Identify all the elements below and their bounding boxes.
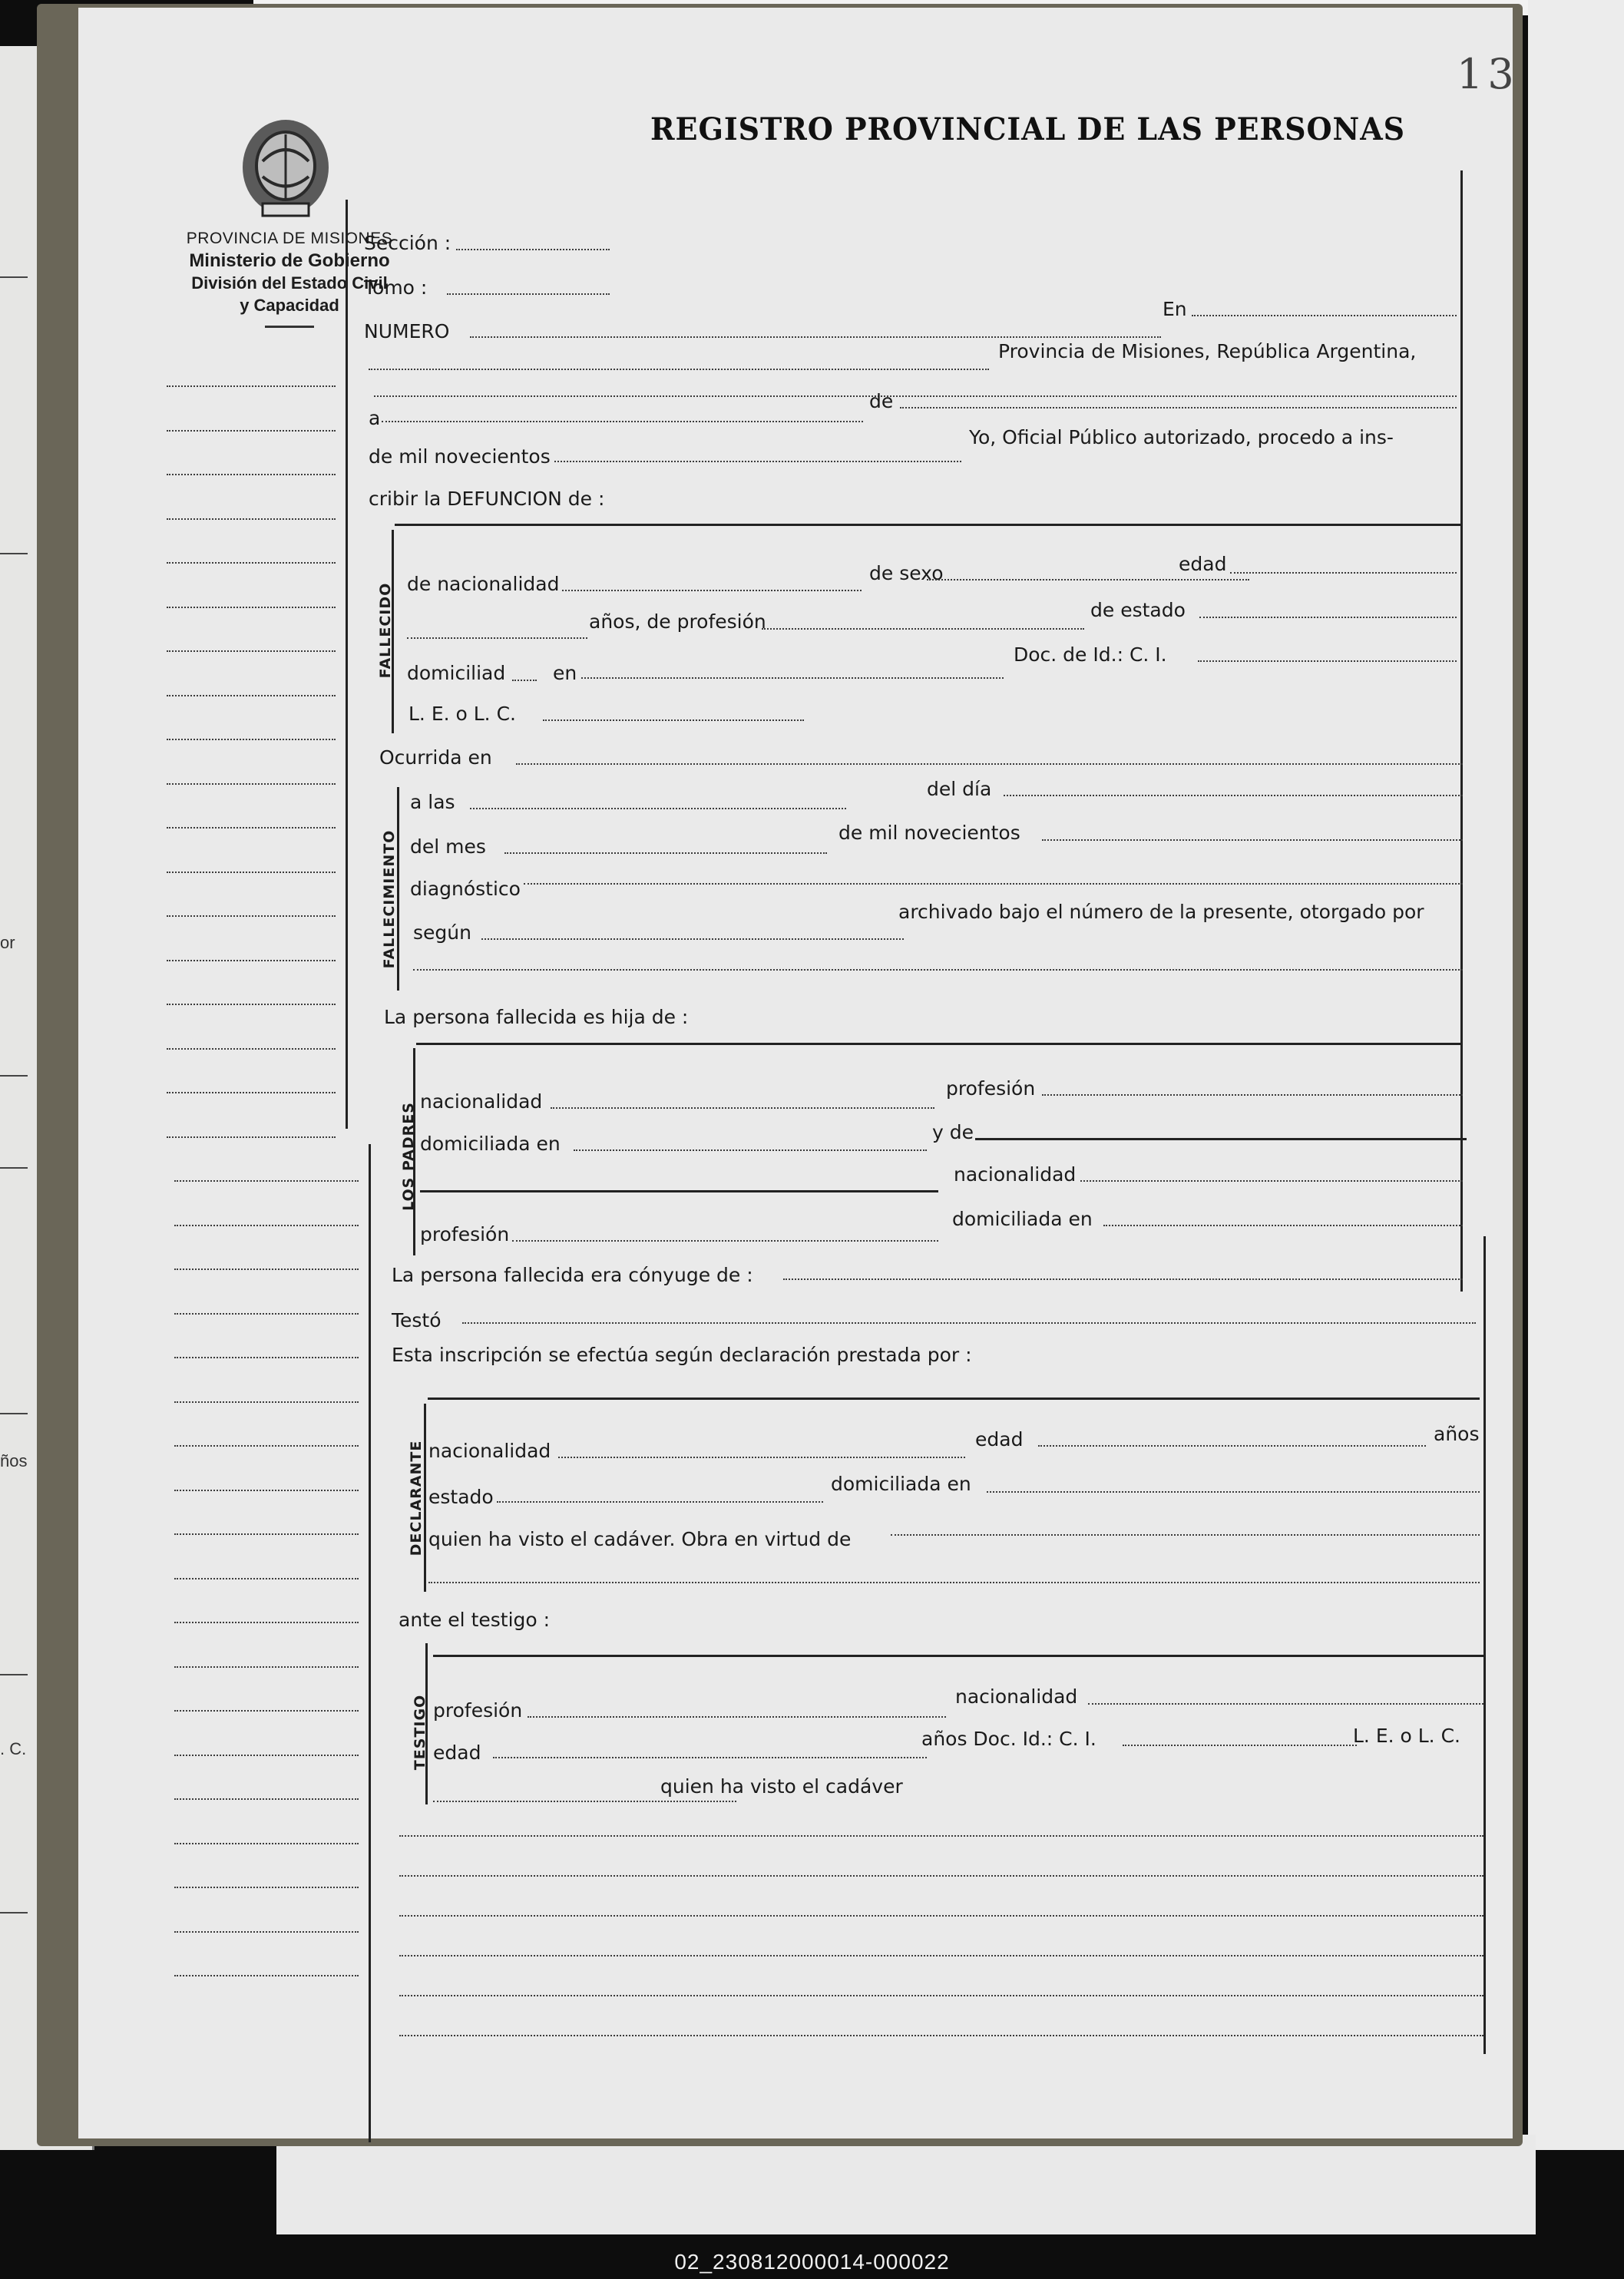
madre-nombre-line-2[interactable] [420, 1190, 938, 1192]
left-page-fragment: ños [0, 1451, 28, 1470]
agency-capacity: y Capacidad [240, 296, 339, 315]
blank-line[interactable] [374, 395, 1457, 397]
numero-field[interactable] [470, 336, 1161, 338]
margin-note-line[interactable] [174, 1533, 359, 1535]
margin-note-line[interactable] [167, 872, 336, 873]
margin-note-line[interactable] [174, 1666, 359, 1668]
fallecido-genero-field[interactable] [512, 680, 537, 681]
padre-nacionalidad-field[interactable] [551, 1107, 934, 1109]
padre-nombre-line[interactable] [416, 1043, 1463, 1045]
label-oficial-intro: Yo, Oficial Público autorizado, procedo a ins- [969, 426, 1394, 448]
margin-note-line[interactable] [167, 783, 336, 785]
label-testigo-nacionalidad: nacionalidad [955, 1685, 1078, 1708]
margin-note-line[interactable] [174, 1622, 359, 1623]
en-virtud-de-field[interactable] [891, 1534, 1480, 1536]
declarante-extra-line[interactable] [428, 1582, 1480, 1583]
fallecido-name-line[interactable] [395, 524, 1460, 526]
column-divider [346, 200, 348, 1129]
left-page-line [0, 1674, 28, 1675]
label-ocurrida-en: Ocurrida en [379, 746, 492, 769]
testigo-nacionalidad-field[interactable] [1088, 1703, 1483, 1705]
margin-note-line[interactable] [174, 1490, 359, 1491]
testo-field[interactable] [462, 1322, 1476, 1324]
label-seccion: Sección : [364, 232, 451, 254]
label-madre-profesion: profesión [420, 1223, 510, 1245]
label-archivado: archivado bajo el número de la presente, otorgado por [898, 901, 1424, 923]
label-numero: NUMERO [364, 320, 450, 342]
label-provincia: Provincia de Misiones, República Argentina, [998, 340, 1417, 362]
madre-profesion-field[interactable] [512, 1240, 938, 1242]
declarante-edad-field[interactable] [1038, 1445, 1426, 1447]
testigo-ci-field[interactable] [1123, 1745, 1357, 1746]
label-testo: Testó [392, 1309, 442, 1331]
label-en-domicilio: en [553, 662, 577, 684]
label-declaracion-intro: Esta inscripción se efectúa según declaración prestada por : [392, 1344, 972, 1366]
label-testigo-le-lc: L. E. o L. C. [1353, 1725, 1460, 1747]
testigo-section-label: TESTIGO [412, 1694, 428, 1771]
mes-field[interactable] [900, 407, 1457, 408]
label-del-mes: del mes [410, 835, 486, 858]
label-de: de [869, 390, 894, 412]
padre-domicilio-field[interactable] [574, 1149, 927, 1151]
margin-note-line[interactable] [174, 1755, 359, 1756]
closing-line[interactable] [399, 1835, 1483, 1837]
fallecido-le-field[interactable] [543, 719, 804, 721]
label-testigo-cadaver: quien ha visto el cadáver [660, 1775, 903, 1798]
label-tomo: Tomo : [364, 276, 428, 299]
margin-note-line[interactable] [174, 1313, 359, 1315]
label-doc-id: Doc. de Id.: C. I. [1014, 643, 1167, 666]
agency-ministry: Ministerio de Gobierno [189, 250, 390, 271]
seccion-field[interactable] [456, 249, 610, 250]
closing-line[interactable] [399, 1875, 1483, 1877]
fallecimiento-section-label: FALLECIMIENTO [381, 829, 398, 969]
label-segun: según [413, 921, 471, 944]
tomo-field[interactable] [447, 293, 610, 295]
padres-section-label: LOS PADRES [400, 1102, 417, 1211]
dia-field[interactable] [382, 421, 863, 422]
label-declarante-anos: años [1434, 1423, 1480, 1445]
margin-note-line[interactable] [167, 827, 336, 829]
left-page-line [0, 1075, 28, 1077]
label-declarante-edad: edad [975, 1428, 1024, 1450]
closing-line[interactable] [399, 1955, 1483, 1957]
testigo-edad-field[interactable] [493, 1757, 927, 1758]
declarante-nacionalidad-field[interactable] [558, 1457, 965, 1458]
margin-note-line[interactable] [174, 1445, 359, 1447]
label-testigo-profesion: profesión [433, 1699, 523, 1722]
label-conyuge: La persona fallecida era cónyuge de : [392, 1264, 753, 1286]
margin-note-line[interactable] [174, 1931, 359, 1933]
margin-note-line[interactable] [167, 430, 336, 432]
madre-domicilio-field[interactable] [1103, 1225, 1463, 1226]
margin-note-line[interactable] [167, 518, 336, 520]
closing-line[interactable] [399, 1995, 1483, 1996]
anio-fallecimiento-field[interactable] [1042, 839, 1463, 841]
label-madre-domiciliada: domiciliada en [952, 1208, 1093, 1230]
page-number: 13 [1457, 50, 1519, 98]
fallecido-section-label: FALLECIDO [377, 582, 394, 679]
label-diagnostico: diagnóstico [410, 878, 521, 900]
form-title: REGISTRO PROVINCIAL DE LAS PERSONAS [650, 111, 1406, 147]
label-testigo-intro: ante el testigo : [399, 1609, 551, 1631]
label-edad: edad [1179, 553, 1227, 575]
margin-note-line[interactable] [167, 650, 336, 652]
margin-note-line[interactable] [167, 915, 336, 917]
madre-nacionalidad-field[interactable] [1080, 1180, 1463, 1182]
margin-note-line[interactable] [174, 1887, 359, 1888]
column-divider [369, 1144, 371, 2142]
right-margin-rule [1460, 170, 1463, 1292]
margin-note-line[interactable] [174, 1975, 359, 1976]
label-padre-domiciliada: domiciliada en [420, 1133, 561, 1155]
agency-division: División del Estado Civil [191, 273, 388, 293]
ocurrida-en-field[interactable] [516, 763, 1463, 765]
label-testigo-edad: edad [433, 1742, 481, 1764]
margin-note-line[interactable] [167, 960, 336, 961]
fallecido-ci-field[interactable] [1198, 660, 1457, 662]
declarante-nombre-line[interactable] [428, 1398, 1480, 1400]
agency-rule [265, 326, 314, 328]
label-de-sexo: de sexo [869, 562, 944, 584]
label-madre-nacionalidad: nacionalidad [954, 1163, 1077, 1186]
label-declarante-estado: estado [428, 1486, 494, 1508]
left-page-line [0, 1167, 28, 1169]
label-inscribir: cribir la DEFUNCION de : [369, 488, 605, 510]
en-field[interactable] [1192, 315, 1457, 316]
segun-field[interactable] [481, 938, 904, 940]
label-a-las: a las [410, 791, 455, 813]
margin-note-line[interactable] [174, 1268, 359, 1270]
margin-note-line[interactable] [167, 1004, 336, 1005]
fallecido-domicilio-field[interactable] [581, 677, 1004, 679]
background-bottom [276, 2135, 1536, 2234]
margin-note-line[interactable] [167, 474, 336, 475]
label-padre-nacionalidad: nacionalidad [420, 1090, 543, 1113]
declarante-section-label: DECLARANTE [408, 1440, 425, 1556]
margin-note-line[interactable] [167, 562, 336, 564]
label-anos-profesion: años, de profesión [589, 610, 766, 633]
left-page-fragment: or [0, 933, 15, 952]
margin-note-line[interactable] [174, 1710, 359, 1712]
diagnostico-field[interactable] [524, 883, 1463, 885]
label-del-dia: del día [927, 778, 992, 800]
anio-field[interactable] [554, 461, 961, 462]
margin-note-line[interactable] [167, 1048, 336, 1050]
fallecido-sexo-field[interactable] [927, 579, 1249, 580]
margin-note-line[interactable] [174, 1578, 359, 1579]
fallecido-estado-field[interactable] [1199, 617, 1457, 618]
label-de-mil-novecientos: de mil novecientos [369, 445, 551, 468]
closing-line[interactable] [399, 1915, 1483, 1917]
label-de-estado: de estado [1090, 599, 1186, 621]
dia-fallecimiento-field[interactable] [1004, 795, 1463, 796]
image-caption: 02_230812000014-000022 [674, 2250, 950, 2274]
label-hija-de: La persona fallecida es hija de : [384, 1006, 689, 1028]
label-le-lc: L. E. o L. C. [408, 703, 516, 725]
margin-note-line[interactable] [174, 1401, 359, 1403]
margin-note-line[interactable] [174, 1225, 359, 1226]
madre-nombre-line[interactable] [975, 1138, 1467, 1140]
provincial-crest-icon [232, 115, 339, 223]
agency-province: PROVINCIA DE MISIONES [186, 230, 393, 247]
margin-note-line[interactable] [174, 1180, 359, 1182]
label-y-de: y de [932, 1121, 974, 1143]
declarante-domicilio-field[interactable] [987, 1491, 1480, 1493]
hora-field[interactable] [470, 808, 846, 809]
margin-note-line[interactable] [174, 1798, 359, 1800]
margin-note-line[interactable] [167, 385, 336, 387]
label-de-mil-novecientos-2: de mil novecientos [838, 822, 1020, 844]
label-de-nacionalidad: de nacionalidad [407, 573, 560, 595]
margin-note-line[interactable] [167, 739, 336, 740]
background-right [1528, 0, 1624, 2150]
margin-note-line[interactable] [167, 1136, 336, 1138]
left-page-line [0, 553, 28, 554]
otorgado-por-field[interactable] [413, 969, 1463, 971]
conyuge-field[interactable] [783, 1278, 1463, 1280]
fallecido-anos-field[interactable] [407, 637, 587, 639]
fallecido-edad-field[interactable] [1230, 572, 1457, 574]
lugar-field[interactable] [369, 369, 989, 370]
margin-note-line[interactable] [174, 1357, 359, 1358]
fallecido-profesion-field[interactable] [762, 628, 1084, 630]
label-en: En [1163, 298, 1187, 320]
form-page [78, 8, 1519, 2138]
padre-profesion-field[interactable] [1042, 1094, 1463, 1096]
closing-line[interactable] [399, 2035, 1483, 2036]
left-page-fragment: . C. [0, 1739, 27, 1758]
left-page-line [0, 276, 28, 278]
testigo-profesion-field[interactable] [528, 1716, 946, 1718]
left-page-line [0, 1912, 28, 1914]
label-declarante-cadaver: quien ha visto el cadáver. Obra en virtud de [428, 1528, 852, 1550]
margin-note-line[interactable] [167, 607, 336, 608]
margin-note-line[interactable] [167, 1092, 336, 1093]
label-padre-profesion: profesión [946, 1077, 1036, 1100]
label-testigo-anos-doc: años Doc. Id.: C. I. [921, 1728, 1096, 1750]
label-a: a [369, 407, 381, 429]
label-declarante-nacionalidad: nacionalidad [428, 1440, 551, 1462]
testigo-nombre-line[interactable] [433, 1655, 1483, 1657]
testigo-extra-field[interactable] [433, 1801, 736, 1802]
margin-note-line[interactable] [167, 695, 336, 696]
declarante-estado-field[interactable] [497, 1501, 823, 1503]
label-declarante-domiciliada: domiciliada en [831, 1473, 971, 1495]
margin-note-line[interactable] [174, 1843, 359, 1844]
right-margin-rule [1483, 1236, 1486, 2054]
fallecido-nacionalidad-field[interactable] [562, 590, 862, 591]
label-domiciliad: domiciliad [407, 662, 506, 684]
mes-fallecimiento-field[interactable] [504, 852, 827, 854]
left-page-line [0, 1413, 28, 1414]
